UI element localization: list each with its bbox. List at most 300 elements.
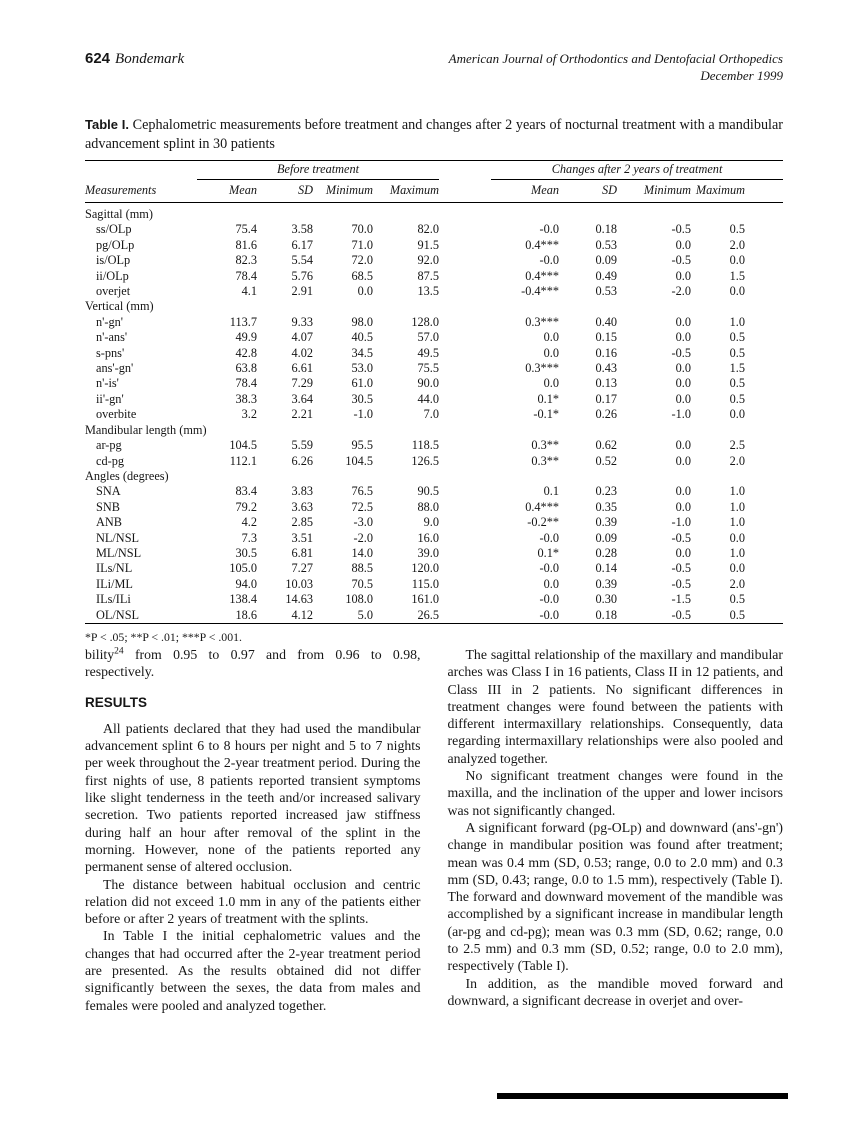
- value-cell: -0.5: [671, 345, 692, 360]
- value-cell: -0.5: [671, 253, 692, 268]
- trailing-space: [745, 315, 783, 330]
- value-cell: 138.4: [229, 592, 257, 607]
- value-cell: 75.5: [417, 361, 440, 376]
- value-cell: 18.6: [235, 607, 257, 622]
- value-cell: 3.83: [291, 484, 313, 499]
- measurement-label: ii'-gn': [96, 391, 124, 406]
- value-cell: 72.5: [351, 499, 373, 514]
- value-cell: -0.1*: [533, 407, 560, 422]
- right-column: [448, 646, 784, 1014]
- value-cell: 0.49: [595, 268, 618, 283]
- column-gap: [439, 269, 491, 284]
- value-cell: 81.6: [235, 237, 257, 252]
- trailing-space: [745, 577, 783, 592]
- value-cell: 88.0: [417, 499, 440, 514]
- value-cell: 63.8: [235, 361, 257, 376]
- value-cell: -0.2**: [527, 515, 560, 530]
- value-cell: 91.5: [417, 237, 440, 252]
- table-data-row: [85, 484, 783, 499]
- value-cell: -0.5: [671, 561, 692, 576]
- value-cell: -0.0: [539, 222, 560, 237]
- measurement-label: ss/OLp: [96, 222, 132, 237]
- value-cell: 0.5: [729, 330, 746, 345]
- value-cell: 0.0: [675, 361, 692, 376]
- value-cell: 5.59: [291, 438, 313, 453]
- value-cell: -2.0: [671, 284, 692, 299]
- value-cell: 7.29: [291, 376, 313, 391]
- measurement-label: pg/OLp: [96, 237, 135, 252]
- col-header-mean-changes: Mean: [491, 180, 559, 203]
- table-data-row: [85, 546, 783, 561]
- value-cell: 10.03: [285, 576, 313, 591]
- value-cell: 0.1: [543, 484, 560, 499]
- section-label: Vertical (mm): [85, 299, 154, 314]
- reference-superscript: 24: [114, 646, 124, 657]
- value-cell: 0.3**: [531, 438, 560, 453]
- trailing-space: [745, 407, 783, 422]
- table-data-row: [85, 561, 783, 576]
- value-cell: -1.5: [671, 592, 692, 607]
- value-cell: 0.5: [729, 345, 746, 360]
- value-cell: 5.76: [291, 268, 313, 283]
- value-cell: 83.4: [235, 484, 257, 499]
- value-cell: 0.30: [595, 592, 618, 607]
- value-cell: 0.1*: [537, 391, 560, 406]
- value-cell: 0.0: [543, 345, 560, 360]
- value-cell: 82.0: [417, 222, 440, 237]
- page-bottom-rule: [497, 1093, 788, 1099]
- col-header-max-before: Maximum: [373, 180, 439, 203]
- value-cell: 1.5: [729, 268, 746, 283]
- value-cell: 1.0: [729, 515, 746, 530]
- value-cell: 0.53: [595, 284, 618, 299]
- value-cell: 0.0: [543, 330, 560, 345]
- trailing-space: [745, 392, 783, 407]
- column-gap: [439, 376, 491, 391]
- table-data-row: [85, 592, 783, 607]
- value-cell: 3.58: [291, 222, 313, 237]
- column-gap: [439, 407, 491, 422]
- page-number: 624: [85, 50, 111, 67]
- value-cell: 38.3: [235, 391, 257, 406]
- value-cell: 0.0: [675, 237, 692, 252]
- trailing-space: [745, 284, 783, 299]
- table-data-row: [85, 330, 783, 345]
- column-gap: [439, 222, 491, 237]
- value-cell: 26.5: [417, 607, 440, 622]
- value-cell: 0.43: [595, 361, 618, 376]
- value-cell: 0.09: [595, 253, 618, 268]
- value-cell: 0.0: [543, 376, 560, 391]
- table-block: [85, 116, 783, 645]
- value-cell: 0.0: [675, 376, 692, 391]
- value-cell: 0.40: [595, 314, 618, 329]
- column-gap: [439, 238, 491, 253]
- value-cell: 0.17: [595, 391, 618, 406]
- trailing-space: [745, 346, 783, 361]
- value-cell: -0.0: [539, 253, 560, 268]
- value-cell: 0.18: [595, 607, 618, 622]
- value-cell: 0.35: [595, 499, 618, 514]
- column-gap: [439, 531, 491, 546]
- measurement-label: SNA: [96, 484, 121, 499]
- col-header-sd-before: SD: [257, 180, 313, 203]
- column-gap: [439, 253, 491, 268]
- trailing-space: [745, 376, 783, 391]
- value-cell: 3.2: [241, 407, 257, 422]
- paragraph: In Table I the initial cephalometric values and the changes that had occurred after the 2-year treatment period are presented. As the results obtained did not differ significantly between the sexes, the data from males and females were pooled and analyzed together.: [85, 928, 421, 1013]
- value-cell: 0.13: [595, 376, 618, 391]
- value-cell: 6.17: [291, 237, 313, 252]
- trailing-space: [745, 484, 783, 499]
- table-data-row: [85, 346, 783, 361]
- page-header: [85, 50, 783, 84]
- value-cell: 7.3: [241, 530, 257, 545]
- table-data-row: [85, 238, 783, 253]
- value-cell: 49.9: [235, 330, 257, 345]
- measurement-label: cd-pg: [96, 453, 124, 468]
- column-gap: [439, 361, 491, 376]
- value-cell: 0.3***: [525, 314, 560, 329]
- value-cell: 0.39: [595, 576, 618, 591]
- value-cell: 104.5: [229, 438, 257, 453]
- value-cell: 4.2: [241, 515, 257, 530]
- measurement-label: n'-is': [96, 376, 119, 391]
- table-section-row: [85, 203, 783, 223]
- value-cell: 0.0: [675, 484, 692, 499]
- column-gap: [439, 500, 491, 515]
- value-cell: 87.5: [417, 268, 440, 283]
- trailing-space: [745, 330, 783, 345]
- value-cell: 42.8: [235, 345, 257, 360]
- value-cell: 0.5: [729, 376, 746, 391]
- trailing-space: [745, 438, 783, 453]
- value-cell: 4.12: [291, 607, 313, 622]
- value-cell: 0.0: [675, 268, 692, 283]
- col-header-max-changes: Maximum: [691, 180, 745, 203]
- value-cell: -0.0: [539, 592, 560, 607]
- author-name: Bondemark: [115, 51, 185, 67]
- value-cell: 9.0: [423, 515, 440, 530]
- column-gap: [439, 577, 491, 592]
- section-label: Mandibular length (mm): [85, 422, 207, 437]
- measurement-label: ans'-gn': [96, 361, 134, 376]
- trailing-space: [745, 361, 783, 376]
- table-data-row: [85, 454, 783, 469]
- paragraph: A significant forward (pg-OLp) and downward (ans'-gn') change in mandibular position was found after treatment; mean was 0.4 mm (SD, 0.53; range, 0.0 to 2.0 mm) and 0.3 mm (SD, 0.43; range, 0.0 to 1.5 mm), respectively (Table I). The forward and downward movement of the mandible was accomplished by a significant increase in mandibular length (ar-pg and cd-pg); mean was 0.3 mm (SD, 0.62; range, 0.0 to 2.5 mm) and 0.3 mm (SD, 0.52; range, 0.0 to 2.0 mm), respectively (Table I).: [447, 819, 783, 974]
- column-gap: [439, 592, 491, 607]
- value-cell: 2.91: [291, 284, 313, 299]
- value-cell: 68.5: [351, 268, 373, 283]
- table-data-row: [85, 438, 783, 453]
- value-cell: 3.64: [291, 391, 313, 406]
- trailing-space: [745, 531, 783, 546]
- value-cell: 0.28: [595, 545, 618, 560]
- table-data-row: [85, 222, 783, 237]
- trailing-space: [745, 222, 783, 237]
- value-cell: 0.5: [729, 222, 746, 237]
- value-cell: -0.0: [539, 607, 560, 622]
- paragraph: No significant treatment changes were found in the maxilla, and the inclination of the upper and lower incisors was not significantly changed.: [447, 768, 783, 818]
- value-cell: -0.0: [539, 561, 560, 576]
- table-data-row: [85, 392, 783, 407]
- value-cell: 34.5: [351, 345, 373, 360]
- table-data-row: [85, 531, 783, 546]
- col-header-min-before: Minimum: [313, 180, 373, 203]
- value-cell: 2.21: [291, 407, 313, 422]
- table-body: [85, 203, 783, 624]
- measurement-label: ILs/NL: [96, 561, 133, 576]
- value-cell: 1.5: [729, 361, 746, 376]
- section-label: Angles (degrees): [85, 468, 169, 483]
- measurement-label: overbite: [96, 407, 137, 422]
- value-cell: 7.27: [291, 561, 313, 576]
- value-cell: 94.0: [235, 576, 257, 591]
- running-head-left: [85, 50, 184, 68]
- value-cell: 72.0: [351, 253, 373, 268]
- value-cell: 70.5: [351, 576, 373, 591]
- value-cell: 5.0: [357, 607, 373, 622]
- value-cell: 0.4***: [525, 268, 560, 283]
- measurement-label: ILi/ML: [96, 576, 133, 591]
- trailing-space: [745, 546, 783, 561]
- measurement-label: OL/NSL: [96, 607, 140, 622]
- results-heading: RESULTS: [85, 694, 148, 710]
- value-cell: 0.0: [675, 314, 692, 329]
- group-header-before: Before treatment: [197, 161, 439, 180]
- table-data-row: [85, 253, 783, 268]
- body-text: [85, 646, 783, 1014]
- value-cell: 0.0: [675, 499, 692, 514]
- value-cell: 0.14: [595, 561, 618, 576]
- col-header-trailing: [745, 180, 783, 203]
- measurement-label: overjet: [96, 284, 131, 299]
- value-cell: 92.0: [417, 253, 440, 268]
- continued-text-pre: bility: [85, 647, 115, 662]
- value-cell: 30.5: [351, 391, 373, 406]
- value-cell: -1.0: [353, 407, 373, 422]
- paragraph: The distance between habitual occlusion and centric relation did not exceed 1.0 mm in any of the patients either before or after 2 years of treatment with the splints.: [85, 876, 421, 927]
- value-cell: 79.2: [235, 499, 257, 514]
- value-cell: 0.5: [729, 391, 746, 406]
- value-cell: 0.23: [595, 484, 618, 499]
- value-cell: 39.0: [417, 545, 440, 560]
- column-gap: [439, 484, 491, 499]
- value-cell: 0.4***: [525, 237, 560, 252]
- value-cell: 70.0: [351, 222, 373, 237]
- table-section-row: [85, 469, 783, 484]
- value-cell: 6.61: [291, 361, 313, 376]
- value-cell: 0.39: [595, 515, 618, 530]
- value-cell: -2.0: [353, 530, 373, 545]
- table-data-row: [85, 500, 783, 515]
- value-cell: 0.0: [675, 391, 692, 406]
- value-cell: 5.54: [291, 253, 313, 268]
- value-cell: 118.5: [411, 438, 440, 453]
- value-cell: 90.0: [417, 376, 440, 391]
- trailing-space: [745, 515, 783, 530]
- value-cell: 61.0: [351, 376, 373, 391]
- value-cell: 0.0: [543, 576, 560, 591]
- value-cell: 0.0: [729, 253, 746, 268]
- value-cell: 1.0: [729, 499, 746, 514]
- value-cell: 6.81: [291, 545, 313, 560]
- value-cell: 9.33: [291, 314, 313, 329]
- value-cell: 4.1: [241, 284, 257, 299]
- value-cell: 0.0: [675, 545, 692, 560]
- table-data-row: [85, 376, 783, 391]
- value-cell: 76.5: [351, 484, 373, 499]
- value-cell: -0.4***: [521, 284, 560, 299]
- trailing-space: [745, 592, 783, 607]
- column-gap: [439, 438, 491, 453]
- value-cell: 75.4: [235, 222, 257, 237]
- column-gap: [439, 284, 491, 299]
- value-cell: 120.0: [411, 561, 440, 576]
- column-gap: [439, 346, 491, 361]
- value-cell: 104.5: [345, 453, 373, 468]
- value-cell: 0.26: [595, 407, 618, 422]
- col-header-sd-changes: SD: [559, 180, 617, 203]
- column-gap: [439, 315, 491, 330]
- value-cell: 2.0: [729, 576, 746, 591]
- value-cell: 0.1*: [537, 545, 560, 560]
- value-cell: 3.63: [291, 499, 313, 514]
- value-cell: -0.0: [539, 530, 560, 545]
- measurement-label: ML/NSL: [96, 545, 142, 560]
- trailing-space: [745, 238, 783, 253]
- value-cell: 0.53: [595, 237, 618, 252]
- value-cell: 0.52: [595, 453, 618, 468]
- table-caption-label: Table I.: [85, 117, 129, 132]
- value-cell: 128.0: [411, 314, 440, 329]
- value-cell: 78.4: [235, 268, 257, 283]
- measurement-label: ii/OLp: [96, 268, 129, 283]
- running-head-right: [449, 50, 783, 84]
- value-cell: 1.0: [729, 314, 746, 329]
- trailing-space: [745, 608, 783, 624]
- value-cell: 0.0: [675, 453, 692, 468]
- value-cell: 0.15: [595, 330, 618, 345]
- value-cell: 40.5: [351, 330, 373, 345]
- value-cell: 44.0: [417, 391, 440, 406]
- value-cell: -0.5: [671, 222, 692, 237]
- value-cell: 71.0: [351, 237, 373, 252]
- value-cell: 6.26: [291, 453, 313, 468]
- value-cell: -1.0: [671, 407, 692, 422]
- column-gap: [439, 330, 491, 345]
- continued-paragraph: [85, 646, 421, 681]
- section-label: Sagittal (mm): [85, 207, 153, 221]
- value-cell: 1.0: [729, 545, 746, 560]
- value-cell: 0.0: [357, 284, 373, 299]
- table-data-row: [85, 284, 783, 299]
- col-header-mean-before: Mean: [197, 180, 257, 203]
- value-cell: 161.0: [411, 592, 440, 607]
- table-data-row: [85, 515, 783, 530]
- table-data-row: [85, 407, 783, 422]
- column-header-row: [85, 180, 783, 203]
- value-cell: -3.0: [353, 515, 373, 530]
- value-cell: 126.5: [411, 453, 440, 468]
- value-cell: 2.5: [729, 438, 746, 453]
- table-footnote: *P < .05; **P < .01; ***P < .001.: [85, 629, 242, 644]
- value-cell: 57.0: [417, 330, 440, 345]
- measurement-label: ILs/ILi: [96, 592, 131, 607]
- value-cell: 1.0: [729, 484, 746, 499]
- paragraph: The sagittal relationship of the maxillary and mandibular arches was Class I in 16 patients, Class II in 12 patients, and Class III in 2 patients. No significant differences in treatment changes were found between the patients with different intermaxillary relationships. Consequently, data regarding intermaxillary relationships were also pooled and analyzed together.: [447, 647, 783, 766]
- measurement-label: is/OLp: [96, 253, 131, 268]
- value-cell: 82.3: [235, 253, 257, 268]
- journal-issue: December 1999: [700, 68, 783, 83]
- trailing-space: [745, 269, 783, 284]
- value-cell: 0.62: [595, 438, 618, 453]
- measurement-label: SNB: [96, 499, 120, 514]
- measurement-label: ANB: [96, 515, 122, 530]
- value-cell: -1.0: [671, 515, 692, 530]
- column-gap: [439, 392, 491, 407]
- trailing-space: [745, 253, 783, 268]
- value-cell: -0.5: [671, 607, 692, 622]
- value-cell: 2.85: [291, 515, 313, 530]
- value-cell: -0.5: [671, 530, 692, 545]
- value-cell: 0.5: [729, 607, 746, 622]
- table-section-row: [85, 423, 783, 438]
- group-header-spacer: [85, 161, 197, 180]
- table-caption-text: Cephalometric measurements before treatment and changes after 2 years of nocturnal treatment with a mandibular advancement splint in 30 patients: [85, 117, 784, 152]
- column-gap: [439, 608, 491, 624]
- value-cell: 16.0: [417, 530, 440, 545]
- value-cell: 13.5: [417, 284, 440, 299]
- value-cell: 14.63: [285, 592, 313, 607]
- col-header-gap: [439, 180, 491, 203]
- value-cell: 0.3**: [531, 453, 560, 468]
- value-cell: 53.0: [351, 361, 373, 376]
- value-cell: 2.0: [729, 237, 746, 252]
- table-data-row: [85, 269, 783, 284]
- value-cell: 14.0: [351, 545, 373, 560]
- group-header-changes: Changes after 2 years of treatment: [491, 161, 783, 180]
- value-cell: 49.5: [417, 345, 440, 360]
- paragraph: All patients declared that they had used the mandibular advancement splint 6 to 8 hours per night and 5 to 7 nights per week throughout the 2-year treatment period. During the first nights of use, 8 patients reported transient symptoms like slight tenderness in the teeth and/or increased salivary secretion. Two patients reported increased jaw stiffness during half an hour after removal of the splint in the morning. However, none of the patients reported any permanent sense of altered occlusion.: [85, 720, 421, 875]
- value-cell: 0.0: [729, 530, 746, 545]
- value-cell: 90.5: [417, 484, 440, 499]
- journal-title: American Journal of Orthodontics and Dentofacial Orthopedics: [448, 51, 783, 66]
- table-data-row: [85, 608, 783, 624]
- value-cell: 0.09: [595, 530, 618, 545]
- table-caption: [85, 116, 783, 153]
- value-cell: 4.02: [291, 345, 313, 360]
- col-header-min-changes: Minimum: [617, 180, 691, 203]
- measurement-label: ar-pg: [96, 438, 122, 453]
- value-cell: 0.0: [675, 330, 692, 345]
- value-cell: 2.0: [729, 453, 746, 468]
- column-gap: [439, 515, 491, 530]
- value-cell: 0.0: [675, 438, 692, 453]
- value-cell: 0.0: [729, 407, 746, 422]
- measurement-label: s-pns': [96, 345, 125, 360]
- value-cell: 98.0: [351, 314, 373, 329]
- trailing-space: [745, 500, 783, 515]
- value-cell: 0.16: [595, 345, 618, 360]
- value-cell: 115.0: [411, 576, 440, 591]
- column-gap: [439, 454, 491, 469]
- group-header-row: [85, 161, 783, 180]
- value-cell: 113.7: [229, 314, 257, 329]
- value-cell: 88.5: [351, 561, 373, 576]
- value-cell: 112.1: [229, 453, 257, 468]
- value-cell: 0.5: [729, 592, 746, 607]
